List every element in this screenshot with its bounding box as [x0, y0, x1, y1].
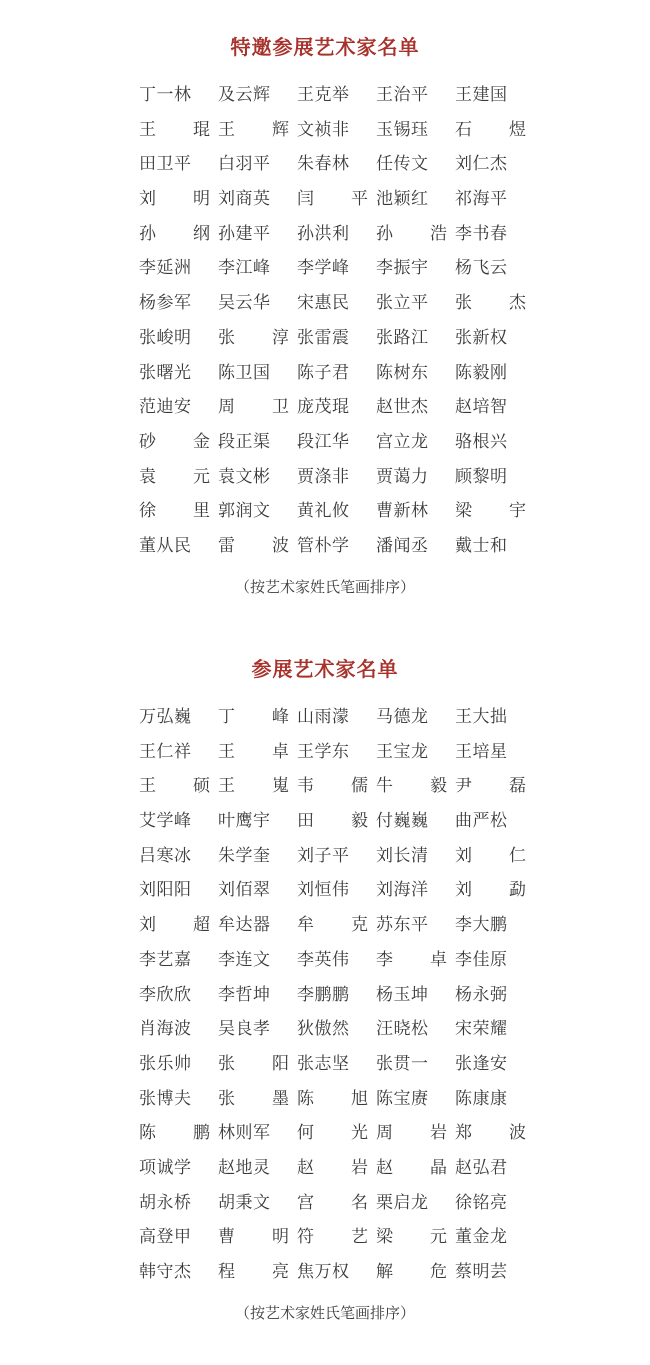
artist-name: 董从民: [139, 535, 192, 556]
artist-name: 王仁祥: [139, 741, 192, 762]
artist-name: 吴云华: [218, 293, 271, 314]
artist-name: 庞茂琨: [297, 397, 350, 418]
artist-name: 贾涤非: [297, 466, 350, 487]
artist-name: 陈 鹏: [139, 1123, 210, 1144]
artist-name: 陈树东: [376, 362, 429, 383]
artist-name: 张 淳: [218, 327, 289, 348]
artist-name: 曹新林: [376, 501, 429, 522]
artist-name: 韩守杰: [139, 1262, 192, 1282]
artist-name: 肖海波: [139, 1019, 192, 1040]
artist-name: 玉锡珏: [376, 119, 429, 140]
artist-name: 赵 晶: [376, 1157, 447, 1178]
artist-name: 段江华: [297, 431, 350, 452]
artist-name: 刘佰翠: [218, 880, 271, 901]
artist-name: 李 卓: [376, 949, 447, 970]
artist-name: 孙建平: [218, 223, 271, 244]
artist-name: 董金龙: [455, 1227, 508, 1248]
artist-name: 朱春林: [297, 154, 350, 175]
artist-name: 朱学奎: [218, 845, 271, 866]
artist-name: 祁海平: [455, 189, 508, 210]
artist-name: 李连文: [218, 949, 271, 970]
artist-name: 王宝龙: [376, 741, 429, 762]
invited-artists-grid: [139, 78, 526, 564]
artist-name: 杨飞云: [455, 258, 508, 279]
artist-name: 张贯一: [376, 1053, 429, 1074]
artist-name: 胡永桥: [139, 1192, 192, 1213]
artist-name: 吕寒冰: [139, 845, 192, 866]
artist-name: 赵培智: [455, 397, 508, 418]
artist-name: 刘商英: [218, 189, 271, 210]
artist-name: 刘 仁: [455, 845, 526, 866]
artist-name: 李艺嘉: [139, 949, 192, 970]
artist-name: 陈卫国: [218, 362, 271, 383]
artist-name: 黄礼攸: [297, 501, 350, 522]
artist-name: 丁 峰: [218, 707, 289, 727]
invited-sort-note: （按艺术家姓氏笔画排序）: [234, 577, 415, 596]
artist-name: 张志坚: [297, 1053, 350, 1074]
artist-name: 刘 明: [139, 189, 210, 210]
artist-name: 袁文彬: [218, 466, 271, 487]
artist-name: 王培星: [455, 741, 508, 762]
artist-name: 李振宇: [376, 258, 429, 279]
artist-name: 王克举: [297, 85, 350, 105]
artist-name: 田卫平: [139, 154, 192, 175]
artist-name: 狄傲然: [297, 1019, 350, 1040]
artist-name: 栗启龙: [376, 1192, 429, 1213]
artist-name: 陈 旭: [297, 1088, 368, 1109]
invited-artists-section: [0, 30, 650, 602]
exhibiting-sort-note: （按艺术家姓氏笔画排序）: [234, 1303, 415, 1322]
artist-name: 陈康康: [455, 1088, 508, 1109]
artist-name: 李英伟: [297, 949, 350, 970]
artist-name: 蔡明芸: [455, 1262, 508, 1282]
artist-name: 马德龙: [376, 707, 429, 727]
artist-name: 解 危: [376, 1262, 447, 1282]
artist-name: 雷 波: [218, 535, 289, 556]
artist-name: 赵地灵: [218, 1157, 271, 1178]
artist-name: 周 岩: [376, 1123, 447, 1144]
artist-name: 陈子君: [297, 362, 350, 383]
artist-name: 宫 名: [297, 1192, 368, 1213]
artist-name: 张立平: [376, 293, 429, 314]
artist-name: 牟达器: [218, 915, 271, 936]
artist-name: 任传文: [376, 154, 429, 175]
artist-name: 李鹏鹏: [297, 984, 350, 1005]
artist-name: 张 墨: [218, 1088, 289, 1109]
artist-name: 付巍巍: [376, 811, 429, 832]
artist-name: 宋荣耀: [455, 1019, 508, 1040]
artist-name: 林则军: [218, 1123, 271, 1144]
artist-name: 杨永弼: [455, 984, 508, 1005]
artist-name: 文祯非: [297, 119, 350, 140]
artist-name: 曹 明: [218, 1227, 289, 1248]
artist-name: 徐 里: [139, 501, 210, 522]
artist-name: 管朴学: [297, 535, 350, 556]
artist-name: 孙洪利: [297, 223, 350, 244]
artist-name: 陈毅刚: [455, 362, 508, 383]
artist-name: 牛 毅: [376, 776, 447, 797]
exhibiting-artists-section: [0, 652, 650, 1328]
artist-name: 符 艺: [297, 1227, 368, 1248]
artist-name: 王 卓: [218, 741, 289, 762]
artist-name: 梁 宇: [455, 501, 526, 522]
artist-name: 王 嵬: [218, 776, 289, 797]
artist-name: 杨玉坤: [376, 984, 429, 1005]
artist-name: 丁一林: [139, 85, 192, 105]
artist-name: 孙 纲: [139, 223, 210, 244]
artist-name: 项诚学: [139, 1157, 192, 1178]
artist-name: 赵 岩: [297, 1157, 368, 1178]
exhibiting-artists-grid: [139, 700, 526, 1290]
artist-name: 苏东平: [376, 915, 429, 936]
artist-name: 牟 克: [297, 915, 368, 936]
artist-name: 李学峰: [297, 258, 350, 279]
artist-name: 宋惠民: [297, 293, 350, 314]
artist-name: 田 毅: [297, 811, 368, 832]
artist-name: 李延洲: [139, 258, 192, 279]
artist-name: 白羽平: [218, 154, 271, 175]
artist-name: 砂 金: [139, 431, 210, 452]
artist-name: 杨参军: [139, 293, 192, 314]
artist-name: 闫 平: [297, 189, 368, 210]
artist-name: 及云辉: [218, 85, 271, 105]
artist-name: 焦万权: [297, 1262, 350, 1282]
artist-name: 顾黎明: [455, 466, 508, 487]
artist-name: 梁 元: [376, 1227, 447, 1248]
artist-name: 段正渠: [218, 431, 271, 452]
artist-name: 潘闻丞: [376, 535, 429, 556]
artist-name: 徐铭亮: [455, 1192, 508, 1213]
artist-name: 张 阳: [218, 1053, 289, 1074]
artist-name: 刘长清: [376, 845, 429, 866]
artist-name: 张路江: [376, 327, 429, 348]
artist-name: 刘 超: [139, 915, 210, 936]
artist-name: 王 硕: [139, 776, 210, 797]
artist-name: 艾学峰: [139, 811, 192, 832]
artist-name: 赵世杰: [376, 397, 429, 418]
invited-artists-title: 特邀参展艺术家名单: [230, 35, 420, 59]
artist-name: 宫立龙: [376, 431, 429, 452]
artist-name: 程 亮: [218, 1262, 289, 1282]
artist-name: 张新权: [455, 327, 508, 348]
artist-name: 张博夫: [139, 1088, 192, 1109]
artist-name: 刘子平: [297, 845, 350, 866]
artist-name: 张雷震: [297, 327, 350, 348]
artist-name: 吴良孝: [218, 1019, 271, 1040]
artist-name: 戴士和: [455, 535, 508, 556]
artist-name: 王大拙: [455, 707, 508, 727]
artist-name: 李大鹏: [455, 915, 508, 936]
artist-name: 郭润文: [218, 501, 271, 522]
artist-name: 石 煜: [455, 119, 526, 140]
artist-name: 赵弘君: [455, 1157, 508, 1178]
artist-name: 韦 儒: [297, 776, 368, 797]
artist-name: 张乐帅: [139, 1053, 192, 1074]
artist-name: 池颖红: [376, 189, 429, 210]
artist-name: 李书春: [455, 223, 508, 244]
artist-name: 贾蔼力: [376, 466, 429, 487]
artist-name: 胡秉文: [218, 1192, 271, 1213]
artist-name: 汪晓松: [376, 1019, 429, 1040]
artist-name: 张逢安: [455, 1053, 508, 1074]
artist-name: 骆根兴: [455, 431, 508, 452]
artist-name: 王治平: [376, 85, 429, 105]
artist-name: 王学东: [297, 741, 350, 762]
artist-name: 刘阳阳: [139, 880, 192, 901]
artist-name: 刘仁杰: [455, 154, 508, 175]
artist-name: 刘恒伟: [297, 880, 350, 901]
artist-name: 刘海洋: [376, 880, 429, 901]
artist-name: 孙 浩: [376, 223, 447, 244]
artist-name: 袁 元: [139, 466, 210, 487]
artist-name: 陈宝赓: [376, 1088, 429, 1109]
artist-name: 张 杰: [455, 293, 526, 314]
artist-name: 高登甲: [139, 1227, 192, 1248]
artist-name: 尹 磊: [455, 776, 526, 797]
artist-name: 曲严松: [455, 811, 508, 832]
artist-name: 何 光: [297, 1123, 368, 1144]
artist-name: 李江峰: [218, 258, 271, 279]
artist-name: 周 卫: [218, 397, 289, 418]
artist-name: 李哲坤: [218, 984, 271, 1005]
artist-name: 刘 勐: [455, 880, 526, 901]
artist-name: 王 辉: [218, 119, 289, 140]
artist-name: 郑 波: [455, 1123, 526, 1144]
artist-name: 万弘巍: [139, 707, 192, 727]
artist-name: 山雨濛: [297, 707, 350, 727]
artist-name: 李欣欣: [139, 984, 192, 1005]
artist-name: 李佳原: [455, 949, 508, 970]
artist-name: 张曙光: [139, 362, 192, 383]
artist-name: 张峻明: [139, 327, 192, 348]
artist-name: 王建国: [455, 85, 508, 105]
artist-name: 王 琨: [139, 119, 210, 140]
artist-name: 叶鹰宇: [218, 811, 271, 832]
artist-name: 范迪安: [139, 397, 192, 418]
exhibiting-artists-title: 参展艺术家名单: [251, 657, 399, 681]
